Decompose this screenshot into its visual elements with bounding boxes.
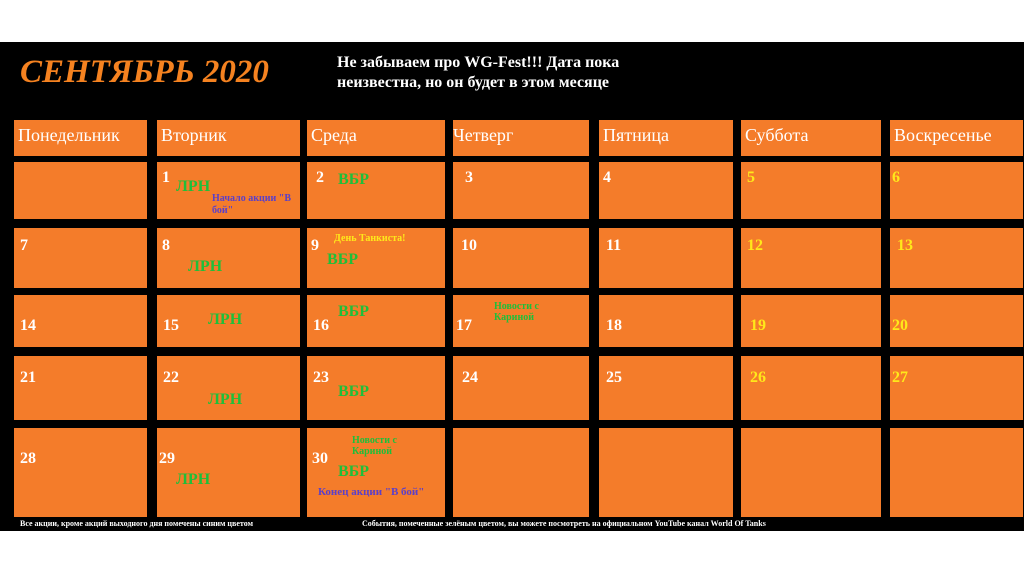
news-karina-note: Новости с Кариной xyxy=(494,301,539,323)
day-cell-empty xyxy=(453,428,589,517)
date-number: 15 xyxy=(163,317,179,334)
lrn-tag: ЛРН xyxy=(208,391,243,408)
date-number-weekend: 13 xyxy=(897,237,913,254)
date-number: 11 xyxy=(606,237,622,254)
header-wednesday: Среда xyxy=(307,120,445,156)
date-number: 14 xyxy=(20,317,36,334)
day-cell xyxy=(307,356,445,420)
date-number: 30 xyxy=(312,450,328,467)
lrn-tag: ЛРН xyxy=(176,471,211,488)
vbr-tag: ВБР xyxy=(327,251,359,268)
wg-fest-notice: Не забываем про WG-Fest!!! Дата пока неизвестна, но он будет в этом месяце xyxy=(337,54,620,91)
day-cell xyxy=(453,162,589,219)
lrn-tag: ЛРН xyxy=(208,311,243,328)
date-number: 8 xyxy=(162,237,170,254)
date-number: 22 xyxy=(163,369,179,386)
footer-note-green: События, помеченные зелёным цветом, вы можете посмотреть на официальном YouTube канал World Of Tanks xyxy=(362,519,766,528)
day-cell xyxy=(14,228,147,288)
header-tuesday: Вторник xyxy=(157,120,300,156)
day-cell xyxy=(453,356,589,420)
day-cell xyxy=(890,162,1023,219)
header-thursday: Четверг xyxy=(453,120,589,156)
date-number: 29 xyxy=(159,450,175,467)
date-number: 16 xyxy=(313,317,329,334)
date-number: 17 xyxy=(456,317,472,334)
header-saturday: Суббота xyxy=(741,120,881,156)
day-cell xyxy=(741,162,881,219)
date-number-weekend: 20 xyxy=(892,317,908,334)
promo-end-note: Конец акции "В бой" xyxy=(318,486,425,498)
date-number-weekend: 6 xyxy=(892,169,900,186)
day-cell xyxy=(14,428,147,517)
day-cell xyxy=(157,356,300,420)
date-number: 9 xyxy=(311,237,319,254)
lrn-tag: ЛРН xyxy=(188,258,223,275)
day-cell-empty xyxy=(599,428,733,517)
date-number: 21 xyxy=(20,369,36,386)
date-number-weekend: 5 xyxy=(747,169,755,186)
date-number: 2 xyxy=(316,169,324,186)
date-number: 28 xyxy=(20,450,36,467)
day-cell xyxy=(890,356,1023,420)
footer-note-blue: Все акции, кроме акций выходного дня помечены синим цветом xyxy=(20,519,254,528)
date-number: 3 xyxy=(465,169,473,186)
date-number: 4 xyxy=(603,169,611,186)
day-cell xyxy=(890,295,1023,347)
page-title: СЕНТЯБРЬ 2020 xyxy=(20,54,269,90)
day-cell xyxy=(14,356,147,420)
vbr-tag: ВБР xyxy=(338,383,370,400)
day-cell xyxy=(741,356,881,420)
date-number: 18 xyxy=(606,317,622,334)
vbr-tag: ВБР xyxy=(338,303,370,320)
header-sunday: Воскресенье xyxy=(890,120,1023,156)
header-monday: Понедельник xyxy=(14,120,147,156)
day-cell xyxy=(599,162,733,219)
vbr-tag: ВБР xyxy=(338,171,370,188)
day-cell-empty xyxy=(741,428,881,517)
day-cell xyxy=(157,228,300,288)
day-cell xyxy=(599,356,733,420)
date-number-weekend: 12 xyxy=(747,237,763,254)
date-number-weekend: 19 xyxy=(750,317,766,334)
date-number: 10 xyxy=(461,237,477,254)
day-cell-empty xyxy=(14,162,147,219)
date-number-weekend: 26 xyxy=(750,369,766,386)
lrn-tag: ЛРН xyxy=(176,178,211,195)
date-number: 1 xyxy=(162,169,170,186)
day-cell xyxy=(307,162,445,219)
header-friday: Пятница xyxy=(599,120,733,156)
vbr-tag: ВБР xyxy=(338,463,370,480)
date-number-weekend: 27 xyxy=(892,369,908,386)
date-number: 7 xyxy=(20,237,28,254)
tanker-day-note: День Танкиста! xyxy=(334,233,406,244)
date-number: 23 xyxy=(313,369,329,386)
promo-start-note: Начало акции "В бой" xyxy=(212,193,291,216)
date-number: 24 xyxy=(462,369,478,386)
day-cell-empty xyxy=(890,428,1023,517)
news-karina-note: Новости с Кариной xyxy=(352,435,397,457)
date-number: 25 xyxy=(606,369,622,386)
